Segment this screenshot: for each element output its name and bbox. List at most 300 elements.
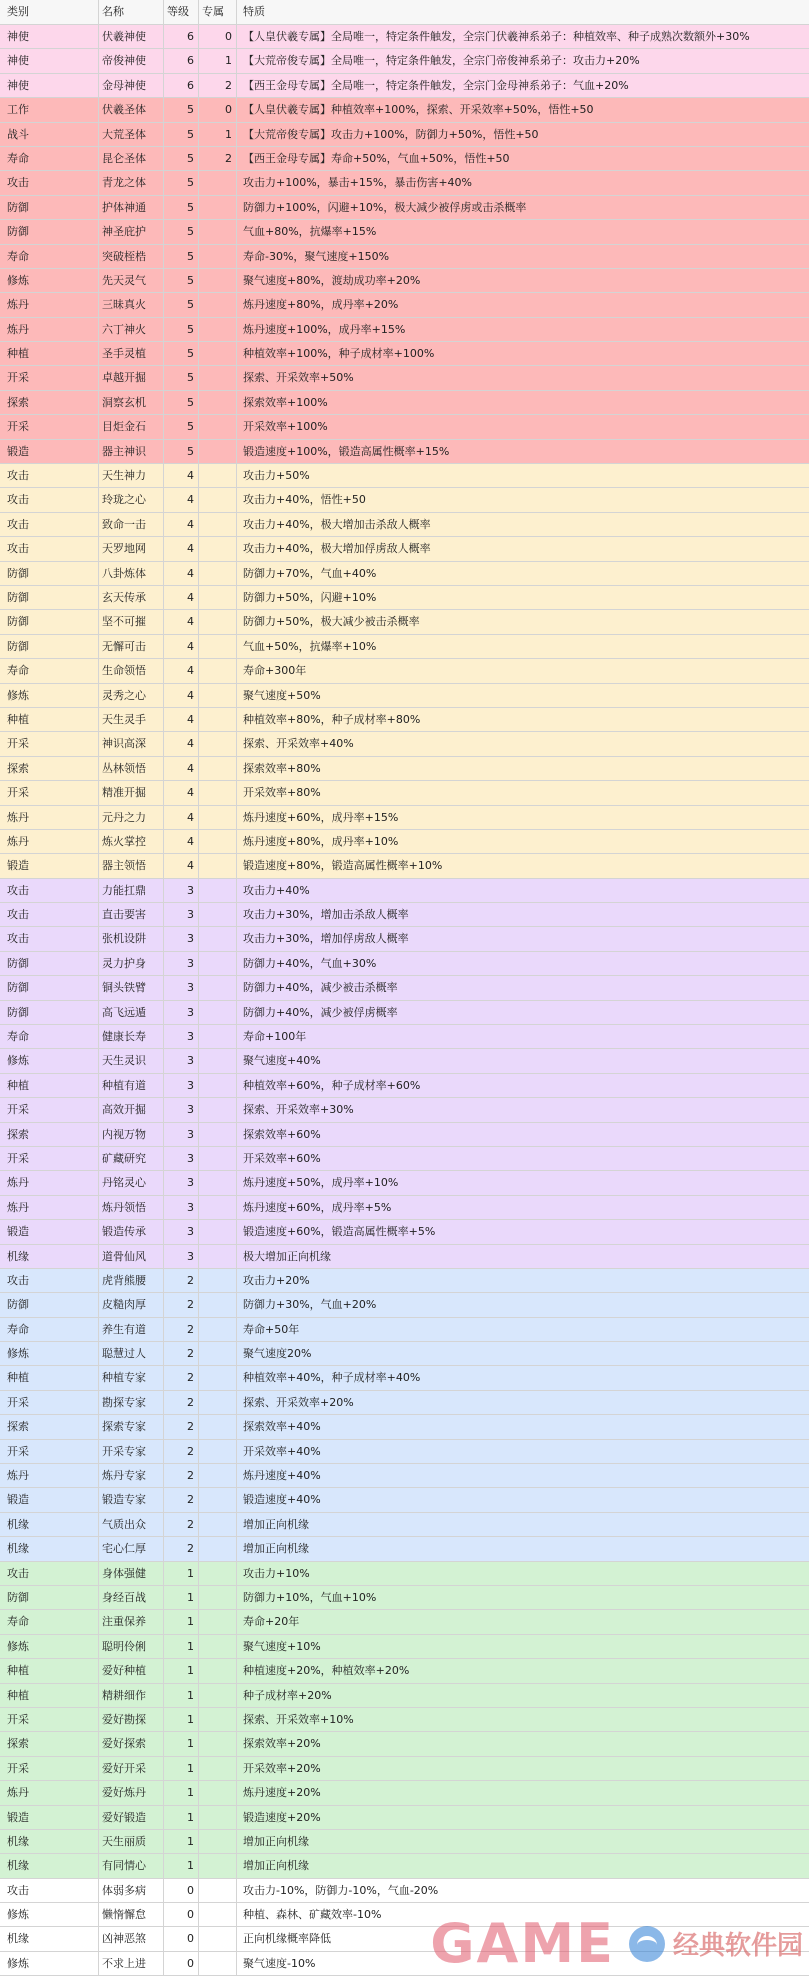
cell-name: 洞察玄机 (99, 391, 164, 414)
cell-trait: 增加正向机缘 (243, 1542, 309, 1556)
table-row[interactable] (0, 1708, 809, 1732)
table-row[interactable] (0, 440, 809, 464)
table-row[interactable] (0, 635, 809, 659)
cell-name: 聪明伶俐 (99, 1635, 164, 1658)
table-row[interactable] (0, 1220, 809, 1244)
cell-level: 3 (164, 1098, 199, 1121)
table-row[interactable] (0, 1245, 809, 1269)
table-row[interactable] (0, 1171, 809, 1195)
cell-trait: 寿命-30%，聚气速度+150% (243, 249, 390, 263)
cell-level: 1 (164, 1708, 199, 1731)
cell-category: 开采 (0, 732, 99, 755)
cell-name: 灵力护身 (99, 952, 164, 975)
header-category[interactable]: 类别 (0, 0, 99, 24)
table-row[interactable] (0, 366, 809, 390)
cell-exclusive (199, 1781, 237, 1804)
cell-name: 精准开掘 (99, 781, 164, 804)
cell-exclusive (199, 1903, 237, 1926)
table-row[interactable] (0, 74, 809, 98)
cell-category: 机缘 (0, 1513, 99, 1536)
table-row[interactable] (0, 1025, 809, 1049)
cell-name: 直击要害 (99, 903, 164, 926)
cell-level: 2 (164, 1342, 199, 1365)
cell-exclusive (199, 171, 237, 194)
header-trait[interactable]: 特质 (243, 5, 265, 18)
watermark-game-text: GAME (430, 1912, 615, 1975)
cell-trait: 正向机缘概率降低 (243, 1932, 331, 1946)
cell-exclusive (199, 1366, 237, 1389)
cell-category: 攻击 (0, 1562, 99, 1585)
cell-level: 1 (164, 1562, 199, 1585)
cell-category: 修炼 (0, 1049, 99, 1072)
cell-level: 3 (164, 1220, 199, 1243)
table-row[interactable] (0, 123, 809, 147)
table-row[interactable] (0, 1366, 809, 1390)
table-row[interactable] (0, 537, 809, 561)
cell-category: 寿命 (0, 1610, 99, 1633)
cell-level: 1 (164, 1610, 199, 1633)
cell-exclusive (199, 757, 237, 780)
cell-category: 防御 (0, 586, 99, 609)
table-row[interactable] (0, 1879, 809, 1903)
cell-trait: 开采效率+20% (243, 1761, 321, 1775)
cell-exclusive (199, 903, 237, 926)
cell-level: 2 (164, 1513, 199, 1536)
cell-category: 机缘 (0, 1830, 99, 1853)
cell-level: 6 (164, 74, 199, 97)
table-row[interactable] (0, 830, 809, 854)
table-row[interactable] (0, 488, 809, 512)
table-row[interactable] (0, 1927, 809, 1951)
cell-category: 战斗 (0, 123, 99, 146)
table-row[interactable] (0, 903, 809, 927)
table-row[interactable] (0, 976, 809, 1000)
cell-level: 0 (164, 1952, 199, 1975)
table-row[interactable] (0, 49, 809, 73)
table-row[interactable] (0, 1635, 809, 1659)
header-level[interactable]: 等级 (164, 0, 199, 24)
cell-exclusive (199, 537, 237, 560)
cell-name: 勘探专家 (99, 1391, 164, 1414)
cell-category: 炼丹 (0, 293, 99, 316)
table-row[interactable] (0, 98, 809, 122)
table-row[interactable] (0, 1952, 809, 1976)
cell-level: 5 (164, 293, 199, 316)
cell-level: 3 (164, 952, 199, 975)
table-row[interactable] (0, 1196, 809, 1220)
table-row[interactable] (0, 757, 809, 781)
cell-category: 锻造 (0, 1488, 99, 1511)
cell-exclusive (199, 1342, 237, 1365)
table-row[interactable] (0, 1562, 809, 1586)
cell-name: 养生有道 (99, 1318, 164, 1341)
cell-exclusive: 2 (199, 74, 237, 97)
cell-category: 防御 (0, 952, 99, 975)
cell-trait: 种植效率+100%，种子成材率+100% (243, 347, 435, 361)
cell-category: 炼丹 (0, 1781, 99, 1804)
table-row[interactable] (0, 1830, 809, 1854)
cell-trait: 炼丹速度+80%，成丹率+20% (243, 298, 399, 312)
table-row[interactable] (0, 610, 809, 634)
cell-level: 4 (164, 757, 199, 780)
table-row[interactable] (0, 1342, 809, 1366)
header-exclusive[interactable]: 专属 (199, 0, 237, 24)
cell-trait: 防御力+10%，气血+10% (243, 1591, 377, 1604)
cell-exclusive (199, 1001, 237, 1024)
cell-trait: 【人皇伏羲专属】种植效率+100%，探索、开采效率+50%，悟性+50 (243, 103, 594, 117)
table-row[interactable] (0, 245, 809, 269)
cell-category: 攻击 (0, 1269, 99, 1292)
cell-level: 2 (164, 1318, 199, 1341)
cell-name: 种植有道 (99, 1074, 164, 1097)
table-row[interactable] (0, 1537, 809, 1561)
cell-name: 天生神力 (99, 464, 164, 487)
cell-name: 矿藏研究 (99, 1147, 164, 1170)
cell-level: 2 (164, 1537, 199, 1560)
cell-trait: 防御力+50%，极大减少被击杀概率 (243, 615, 420, 629)
cell-category: 修炼 (0, 1952, 99, 1975)
cell-category: 神使 (0, 74, 99, 97)
cell-trait: 增加正向机缘 (243, 1517, 309, 1531)
table-row[interactable] (0, 854, 809, 878)
cell-exclusive (199, 1245, 237, 1268)
cell-name: 神圣庇护 (99, 220, 164, 243)
table-row[interactable] (0, 196, 809, 220)
table-row[interactable] (0, 171, 809, 195)
table-row[interactable] (0, 781, 809, 805)
cell-level: 4 (164, 708, 199, 731)
cell-level: 4 (164, 732, 199, 755)
cell-exclusive (199, 1147, 237, 1170)
cell-category: 锻造 (0, 854, 99, 877)
cell-trait: 攻击力+50% (243, 469, 310, 483)
cell-level: 0 (164, 1903, 199, 1926)
cell-level: 3 (164, 976, 199, 999)
cell-trait: 气血+50%，抗爆率+10% (243, 639, 377, 653)
cell-exclusive (199, 440, 237, 463)
cell-category: 攻击 (0, 879, 99, 902)
cell-level: 5 (164, 196, 199, 219)
cell-name: 力能扛鼎 (99, 879, 164, 902)
cell-trait: 种植速度+20%，种植效率+20% (243, 1664, 410, 1678)
cell-trait: 增加正向机缘 (243, 1834, 309, 1848)
cell-exclusive (199, 806, 237, 829)
cell-category: 锻造 (0, 1806, 99, 1829)
table-row[interactable] (0, 1684, 809, 1708)
cell-name: 天生灵识 (99, 1049, 164, 1072)
table-row[interactable] (0, 1415, 809, 1439)
cell-level: 4 (164, 562, 199, 585)
cell-category: 锻造 (0, 1220, 99, 1243)
table-row[interactable] (0, 586, 809, 610)
cell-category: 种植 (0, 342, 99, 365)
cell-trait: 探索、开采效率+40% (243, 737, 354, 751)
cell-exclusive (199, 1269, 237, 1292)
cell-category: 探索 (0, 1732, 99, 1755)
cell-level: 4 (164, 830, 199, 853)
cell-category: 种植 (0, 1074, 99, 1097)
cell-name: 张机设阱 (99, 927, 164, 950)
cell-name: 皮糙肉厚 (99, 1293, 164, 1316)
cell-exclusive (199, 269, 237, 292)
cell-exclusive (199, 1635, 237, 1658)
cell-category: 机缘 (0, 1854, 99, 1877)
cell-exclusive (199, 610, 237, 633)
cell-exclusive (199, 781, 237, 804)
cell-category: 炼丹 (0, 830, 99, 853)
cell-exclusive (199, 391, 237, 414)
cell-level: 3 (164, 903, 199, 926)
table-row[interactable] (0, 927, 809, 951)
cell-category: 机缘 (0, 1245, 99, 1268)
table-row[interactable] (0, 1610, 809, 1634)
cell-trait: 防御力+40%，减少被击杀概率 (243, 981, 398, 995)
cell-exclusive (199, 196, 237, 219)
table-row[interactable] (0, 562, 809, 586)
cell-name: 爱好勘探 (99, 1708, 164, 1731)
cell-exclusive (199, 1854, 237, 1877)
table-row[interactable] (0, 952, 809, 976)
cell-category: 修炼 (0, 684, 99, 707)
table-row[interactable] (0, 1464, 809, 1488)
cell-exclusive (199, 1025, 237, 1048)
cell-trait: 炼丹速度+100%，成丹率+15% (243, 322, 406, 336)
cell-category: 防御 (0, 220, 99, 243)
cell-trait: 聚气速度-10% (243, 1956, 316, 1970)
cell-category: 寿命 (0, 659, 99, 682)
cell-trait: 攻击力+30%，增加俘虏敌人概率 (243, 932, 409, 946)
cell-category: 炼丹 (0, 1171, 99, 1194)
cell-level: 2 (164, 1293, 199, 1316)
cell-exclusive (199, 1952, 237, 1975)
table-row[interactable] (0, 1732, 809, 1756)
cell-trait: 防御力+70%，气血+40% (243, 566, 377, 580)
table-row[interactable] (0, 269, 809, 293)
cell-trait: 攻击力+30%，增加击杀敌人概率 (243, 908, 409, 922)
cell-trait: 聚气速度+10% (243, 1639, 321, 1653)
cell-level: 3 (164, 1074, 199, 1097)
header-name[interactable]: 名称 (99, 0, 164, 24)
cell-name: 丹铭灵心 (99, 1171, 164, 1194)
cell-name: 护体神通 (99, 196, 164, 219)
cell-level: 5 (164, 220, 199, 243)
cell-exclusive (199, 220, 237, 243)
cell-level: 5 (164, 440, 199, 463)
table-row[interactable] (0, 513, 809, 537)
cell-exclusive (199, 488, 237, 511)
cell-name: 天生灵手 (99, 708, 164, 731)
cell-category: 寿命 (0, 1318, 99, 1341)
cell-level: 2 (164, 1391, 199, 1414)
cell-trait: 锻造速度+40% (243, 1493, 321, 1507)
cell-name: 不求上进 (99, 1952, 164, 1975)
cell-name: 爱好炼丹 (99, 1781, 164, 1804)
cell-exclusive (199, 1586, 237, 1609)
cell-category: 修炼 (0, 1342, 99, 1365)
table-row[interactable] (0, 708, 809, 732)
cell-name: 探索专家 (99, 1415, 164, 1438)
cell-category: 寿命 (0, 147, 99, 170)
cell-trait: 【西王金母专属】寿命+50%，气血+50%，悟性+50 (243, 151, 510, 165)
cell-exclusive (199, 1879, 237, 1902)
cell-trait: 种植效率+40%，种子成材率+40% (243, 1371, 421, 1385)
table-row[interactable] (0, 879, 809, 903)
table-row[interactable] (0, 1391, 809, 1415)
table-row[interactable] (0, 1806, 809, 1830)
cell-level: 0 (164, 1927, 199, 1950)
cell-level: 0 (164, 1879, 199, 1902)
table-row[interactable] (0, 342, 809, 366)
cell-name: 聪慧过人 (99, 1342, 164, 1365)
cell-trait: 聚气速度20% (243, 1347, 312, 1361)
cell-exclusive (199, 293, 237, 316)
table-row[interactable] (0, 415, 809, 439)
cell-trait: 攻击力+20% (243, 1273, 310, 1287)
cell-name: 金母神使 (99, 74, 164, 97)
cell-exclusive (199, 854, 237, 877)
table-row[interactable] (0, 1318, 809, 1342)
table-row[interactable] (0, 318, 809, 342)
cell-exclusive (199, 1074, 237, 1097)
table-row[interactable] (0, 1659, 809, 1683)
cell-exclusive (199, 1415, 237, 1438)
cell-category: 寿命 (0, 245, 99, 268)
cell-exclusive (199, 732, 237, 755)
table-row[interactable] (0, 1147, 809, 1171)
table-row[interactable] (0, 1001, 809, 1025)
cell-level: 5 (164, 318, 199, 341)
cell-category: 探索 (0, 391, 99, 414)
cell-level: 1 (164, 1732, 199, 1755)
cell-name: 丛林领悟 (99, 757, 164, 780)
cell-category: 防御 (0, 1001, 99, 1024)
cell-name: 神识高深 (99, 732, 164, 755)
cell-category: 攻击 (0, 537, 99, 560)
cell-category: 探索 (0, 757, 99, 780)
cell-trait: 攻击力+40%，极大增加俘虏敌人概率 (243, 542, 431, 556)
cell-name: 无懈可击 (99, 635, 164, 658)
cell-exclusive (199, 366, 237, 389)
cell-trait: 攻击力+40%，悟性+50 (243, 493, 366, 507)
cell-trait: 探索、开采效率+10% (243, 1712, 354, 1726)
table-row[interactable] (0, 1586, 809, 1610)
cell-exclusive (199, 1562, 237, 1585)
table-row[interactable] (0, 732, 809, 756)
table-row[interactable] (0, 1123, 809, 1147)
cell-exclusive (199, 1830, 237, 1853)
table-body (0, 25, 809, 1976)
table-row[interactable] (0, 1049, 809, 1073)
cell-name: 凶神恶煞 (99, 1927, 164, 1950)
table-row[interactable] (0, 464, 809, 488)
cell-name: 大荒圣体 (99, 123, 164, 146)
table-row[interactable] (0, 1757, 809, 1781)
table-row[interactable] (0, 1440, 809, 1464)
cell-exclusive (199, 684, 237, 707)
cell-name: 高飞远遁 (99, 1001, 164, 1024)
table-row[interactable] (0, 806, 809, 830)
cell-trait: 聚气速度+50% (243, 688, 321, 702)
cell-exclusive (199, 1610, 237, 1633)
cell-trait: 开采效率+80% (243, 786, 321, 800)
cell-name: 锻造专家 (99, 1488, 164, 1511)
cell-level: 4 (164, 513, 199, 536)
cell-trait: 探索效率+20% (243, 1737, 321, 1751)
table-row[interactable] (0, 1293, 809, 1317)
cell-name: 有同情心 (99, 1854, 164, 1877)
table-row[interactable] (0, 391, 809, 415)
cell-trait: 增加正向机缘 (243, 1859, 309, 1873)
cell-level: 1 (164, 1781, 199, 1804)
cell-level: 4 (164, 781, 199, 804)
cell-trait: 锻造速度+80%，锻造高属性概率+10% (243, 859, 443, 873)
cell-trait: 攻击力-10%，防御力-10%，气血-20% (243, 1883, 439, 1897)
cell-trait: 探索效率+60% (243, 1127, 321, 1141)
cell-name: 身体强健 (99, 1562, 164, 1585)
cell-level: 1 (164, 1659, 199, 1682)
cell-category: 攻击 (0, 1879, 99, 1902)
table-row[interactable] (0, 293, 809, 317)
table-row[interactable] (0, 659, 809, 683)
table-row[interactable] (0, 1074, 809, 1098)
cell-name: 爱好开采 (99, 1757, 164, 1780)
cell-name: 锻造传承 (99, 1220, 164, 1243)
cell-exclusive (199, 1440, 237, 1463)
table-row[interactable] (0, 1903, 809, 1927)
cell-exclusive (199, 1732, 237, 1755)
cell-level: 1 (164, 1854, 199, 1877)
table-row[interactable] (0, 1098, 809, 1122)
cell-level: 3 (164, 927, 199, 950)
cell-name: 体弱多病 (99, 1879, 164, 1902)
cell-name: 元丹之力 (99, 806, 164, 829)
table-row[interactable] (0, 684, 809, 708)
table-row[interactable] (0, 1854, 809, 1878)
cell-exclusive (199, 1537, 237, 1560)
cell-level: 2 (164, 1269, 199, 1292)
cell-exclusive: 0 (199, 98, 237, 121)
cell-trait: 炼丹速度+60%，成丹率+5% (243, 1200, 392, 1214)
cell-name: 卓越开掘 (99, 366, 164, 389)
cell-name: 精耕细作 (99, 1684, 164, 1707)
cell-name: 注重保养 (99, 1610, 164, 1633)
cell-category: 开采 (0, 1757, 99, 1780)
table-row[interactable] (0, 1513, 809, 1537)
table-row[interactable] (0, 1781, 809, 1805)
cell-category: 攻击 (0, 464, 99, 487)
cell-level: 1 (164, 1635, 199, 1658)
cell-trait: 种植效率+80%，种子成材率+80% (243, 712, 421, 726)
cell-exclusive (199, 464, 237, 487)
cell-level: 4 (164, 684, 199, 707)
cell-category: 开采 (0, 1391, 99, 1414)
cell-exclusive (199, 1659, 237, 1682)
cell-exclusive (199, 1049, 237, 1072)
table-row[interactable] (0, 1488, 809, 1512)
cell-exclusive (199, 562, 237, 585)
table-row[interactable] (0, 25, 809, 49)
cell-trait: 炼丹速度+60%，成丹率+15% (243, 810, 399, 824)
cell-name: 帝俊神使 (99, 49, 164, 72)
cell-category: 防御 (0, 976, 99, 999)
cell-name: 身经百战 (99, 1586, 164, 1609)
cell-category: 炼丹 (0, 318, 99, 341)
cell-name: 圣手灵植 (99, 342, 164, 365)
table-row[interactable] (0, 220, 809, 244)
table-row[interactable] (0, 147, 809, 171)
table-row[interactable] (0, 1269, 809, 1293)
cell-exclusive (199, 1171, 237, 1194)
